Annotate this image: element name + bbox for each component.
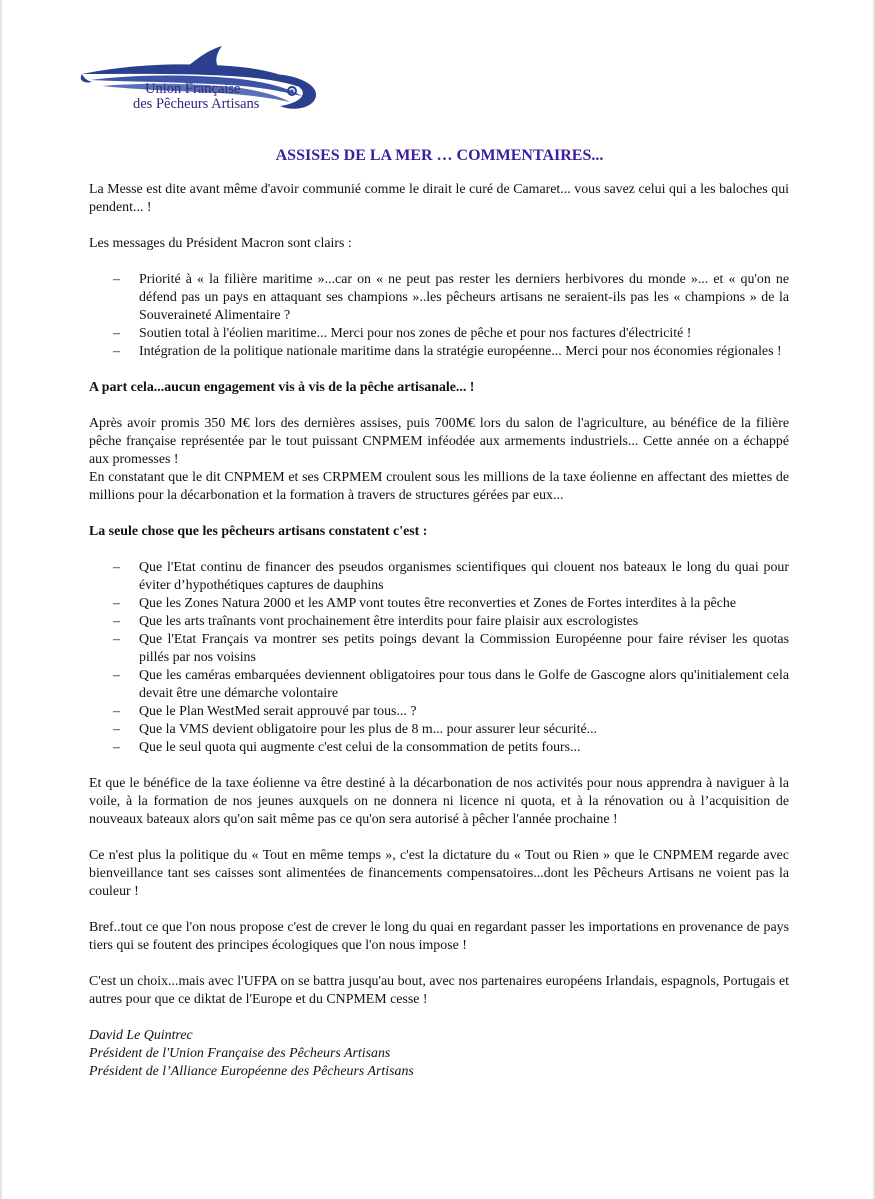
list-item	[89, 739, 789, 757]
list-item	[89, 325, 789, 343]
list-item-text: Que l'Etat Français va montrer ses petits poings devant la Commission Européenne pour faire réviser les quotas pillés par nos voisins	[139, 632, 789, 665]
brief-paragraph: Bref..tout ce que l'on nous propose c'est de crever le long du quai en regardant passer les importations en provenance de pays tiers qui se foutent des principes écologiques que l'on nous impose !	[89, 920, 789, 953]
observations-heading: La seule chose que les pêcheurs artisans constatent c'est :	[89, 524, 428, 539]
dash-bullet-icon: –	[113, 668, 120, 683]
dash-bullet-icon: –	[113, 326, 120, 341]
logo-text-line2: des Pêcheurs Artisans	[133, 96, 260, 112]
list-item	[89, 631, 789, 667]
list-item	[89, 595, 789, 613]
list-item-text: Que le seul quota qui augmente c'est celui de la consommation de petits fours...	[139, 740, 581, 755]
logo-text-line1: Union Française	[145, 81, 241, 97]
dash-bullet-icon: –	[113, 632, 120, 647]
list-item-text: Que l'Etat continu de financer des pseudos organismes scientifiques qui clouent nos bateaux le long du quai pour éviter d’hypothétiques captures de dauphins	[139, 560, 789, 593]
ufpa-logo	[80, 44, 325, 116]
list-item	[89, 613, 789, 631]
list-item-text: Que les caméras embarquées deviennent obligatoires pour tous dans le Golfe de Gascogne alors qu'initialement cela devait être une démarche volontaire	[139, 668, 789, 701]
dash-bullet-icon: –	[113, 272, 120, 287]
page-title: ASSISES DE LA MER … COMMENTAIRES...	[275, 147, 604, 164]
list-item-text: Soutien total à l'éolien maritime... Merci pour nos zones de pêche et pour nos factures d'électricité !	[139, 326, 692, 341]
dash-bullet-icon: –	[113, 740, 120, 755]
dash-bullet-icon: –	[113, 596, 120, 611]
signature-role-1: Président de l'Union Française des Pêcheurs Artisans	[89, 1046, 391, 1061]
dash-bullet-icon: –	[113, 704, 120, 719]
signature-name: David Le Quintrec	[89, 1028, 193, 1043]
dash-bullet-icon: –	[113, 614, 120, 629]
dash-bullet-icon: –	[113, 344, 120, 359]
choice-paragraph: C'est un choix...mais avec l'UFPA on se battra jusqu'au bout, avec nos partenaires européens Irlandais, espagnols, Portugais et autres pour que ce diktat de l'Europe et du CNPMEM cesse !	[89, 974, 789, 1007]
list-item-text: Que le Plan WestMed serait approuvé par tous... ?	[139, 704, 417, 719]
signature-role-2: Président de l’Alliance Européenne des Pêcheurs Artisans	[89, 1064, 414, 1079]
list-item	[89, 721, 789, 739]
list-item	[89, 703, 789, 721]
no-commitment-heading: A part cela...aucun engagement vis à vis de la pêche artisanale... !	[89, 380, 475, 395]
list-item	[89, 343, 789, 361]
dictatorship-paragraph: Ce n'est plus la politique du « Tout en même temps », c'est la dictature du « Tout ou Rien » que le CNPMEM regarde avec bienveillance tant ses caisses sont alimentées de financements compensatoires...dont les Pêcheurs Artisans ne voient pas la couleur !	[89, 848, 789, 899]
list-item-text: Que la VMS devient obligatoire pour les plus de 8 m... pour assurer leur sécurité...	[139, 722, 598, 737]
dash-bullet-icon: –	[113, 560, 120, 575]
list-item-text: Que les Zones Natura 2000 et les AMP vont toutes être reconverties et Zones de Fortes interdites à la pêche	[139, 596, 736, 611]
promises-paragraph: Après avoir promis 350 M€ lors des dernières assises, puis 700M€ lors du salon de l'agriculture, au bénéfice de la filière pêche française représentée par le tout puissant CNPMEM inféodée aux armements industriels... Cette année on a échappé aux promesses !	[89, 416, 789, 467]
list-item	[89, 271, 789, 325]
messages-heading: Les messages du Président Macron sont clairs :	[89, 236, 352, 251]
messages-list	[89, 271, 789, 361]
list-item-text: Intégration de la politique nationale maritime dans la stratégie européenne... Merci pour nos économies régionales !	[139, 344, 782, 359]
document-body	[89, 181, 789, 1081]
dash-bullet-icon: –	[113, 722, 120, 737]
intro-paragraph: La Messe est dite avant même d'avoir communié comme le dirait le curé de Camaret... vous savez celui qui a les baloches qui pendent... !	[89, 182, 789, 215]
crpmem-paragraph: En constatant que le dit CNPMEM et ses CRPMEM croulent sous les millions de la taxe éolienne en affectant des miettes de millions pour la décarbonation et la formation à travers de structures gérées par eux...	[89, 470, 789, 503]
list-item-text: Que les arts traînants vont prochainement être interdits pour faire plaisir aux escrologistes	[139, 614, 639, 629]
list-item	[89, 559, 789, 595]
list-item-text: Priorité à « la filière maritime »...car on « ne peut pas rester les derniers herbivores du monde »... et « qu'on ne défend pas un pays en attaquant ses champions »..les pêcheurs artisans ne seraient-ils pas les « champions » de la Souveraineté Alimentaire ?	[139, 272, 789, 323]
observations-list	[89, 559, 789, 757]
tax-paragraph: Et que le bénéfice de la taxe éolienne va être destiné à la décarbonation de nos activités pour nous apprendra à naviguer à la voile, à la formation de nos jeunes auxquels on ne donnera ni licence ni quota, et à la rénovation ou à l’acquisition de nouveaux bateaux alors qu'on sait même pas ce qu'on sera autorisé à pêcher l'année prochaine !	[89, 776, 789, 827]
list-item	[89, 667, 789, 703]
signature-block	[89, 1027, 789, 1081]
